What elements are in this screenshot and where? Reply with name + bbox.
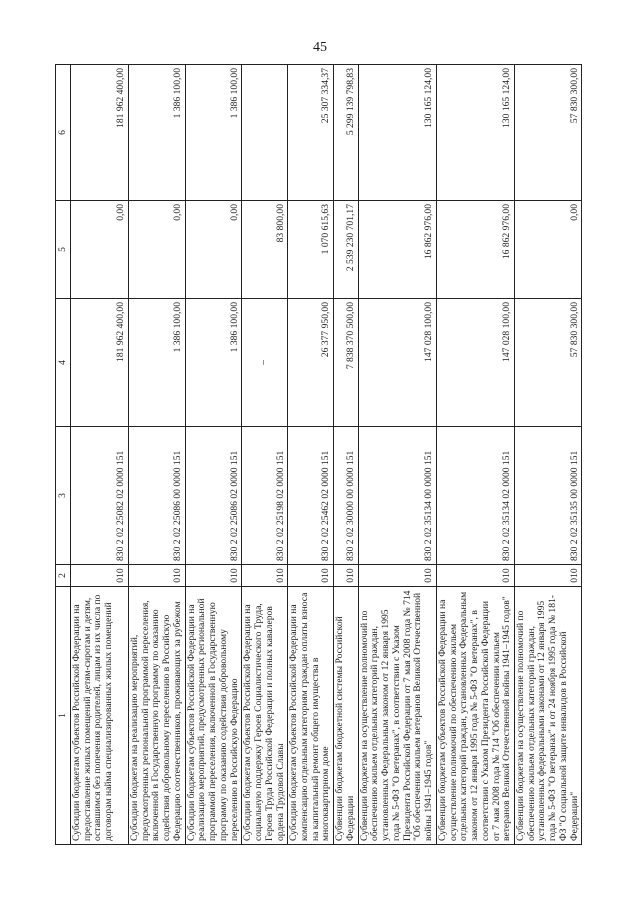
row-col4: 1 386 100,00 — [129, 299, 186, 427]
row-col4: 57 830 300,00 — [514, 299, 581, 427]
table-row — [358, 65, 436, 845]
row-col4: 147 028 100,00 — [358, 299, 436, 427]
row-line-code: 010 — [334, 565, 358, 587]
header-cell: 6 — [56, 65, 71, 201]
row-classification: 830 2 02 30000 00 0000 151 — [334, 427, 358, 565]
table-row — [71, 65, 129, 845]
row-col5: 0,00 — [514, 201, 581, 299]
row-line-code: 010 — [288, 565, 334, 587]
row-col6: 130 165 124,00 — [358, 65, 436, 201]
row-col4: – — [242, 299, 288, 427]
row-line-code: 010 — [358, 565, 436, 587]
row-line-code: 010 — [242, 565, 288, 587]
rotated-table-container — [55, 65, 580, 845]
row-line-code: 010 — [514, 565, 581, 587]
row-classification: 830 2 02 25086 00 0000 151 — [129, 427, 186, 565]
row-classification: 830 2 02 35135 00 0000 151 — [514, 427, 581, 565]
row-col5: 0,00 — [71, 201, 129, 299]
row-col6 — [242, 65, 288, 201]
row-line-code: 010 — [185, 565, 242, 587]
header-cell: 3 — [56, 427, 71, 565]
budget-table — [55, 64, 582, 845]
row-name: Субвенции бюджетам бюджетной системы Российской Федерации — [334, 587, 358, 845]
row-col4: 1 386 100,00 — [185, 299, 242, 427]
row-col6: 5 299 139 798,83 — [334, 65, 358, 201]
row-name: Субсидии бюджетам субъектов Российской Федерации на предоставление жилых помещений детям-сиротам и детям, оставшимся без попечения родителей, лицам из их числа по договорам найма специализированных жилых помещений — [71, 587, 129, 845]
row-name: Субвенции бюджетам на осуществление полномочий по обеспечению жильем отдельных категорий граждан, установленных федеральными законами от 12 января 1995 года № 5-ФЗ "О ветеранах" и от 24 ноября 1995 года № 181-ФЗ "О социальной защите инвалидов в Российской Федерации" — [514, 587, 581, 845]
row-col5: 1 070 615,63 — [288, 201, 334, 299]
row-name: Субсидии бюджетам субъектов Российской Федерации на компенсацию отдельным категориям граждан оплаты взноса на капитальный ремонт общего имущества в многоквартирном доме — [288, 587, 334, 845]
row-col4: 181 962 400,00 — [71, 299, 129, 427]
row-col5: 16 862 976,00 — [358, 201, 436, 299]
row-col4: 26 377 950,00 — [288, 299, 334, 427]
header-cell: 1 — [56, 587, 71, 845]
table-row — [334, 65, 358, 845]
row-classification: 830 2 02 25082 02 0000 151 — [71, 427, 129, 565]
table-row — [436, 65, 514, 845]
row-col4: 147 028 100,00 — [436, 299, 514, 427]
rotated-table-frame — [55, 65, 580, 845]
row-col5: 0,00 — [185, 201, 242, 299]
header-cell: 2 — [56, 565, 71, 587]
row-col5: 0,00 — [129, 201, 186, 299]
row-col6: 1 386 100,00 — [129, 65, 186, 201]
row-line-code: 010 — [436, 565, 514, 587]
header-cell: 5 — [56, 201, 71, 299]
row-classification: 830 2 02 25086 02 0000 151 — [185, 427, 242, 565]
table-row — [242, 65, 288, 845]
row-line-code: 010 — [71, 565, 129, 587]
table-row — [185, 65, 242, 845]
table-row — [514, 65, 581, 845]
row-col5: 83 800,00 — [242, 201, 288, 299]
table-header-row — [56, 65, 71, 845]
row-line-code: 010 — [129, 565, 186, 587]
table-row — [129, 65, 186, 845]
row-name: Субсидии бюджетам субъектов Российской Федерации на социальную поддержку Героев Социалистического Труда, Героев Труда Российской Федерации и полных кавалеров ордена Трудовой Славы — [242, 587, 288, 845]
page-number: 45 — [313, 40, 327, 55]
row-col4: 7 838 370 500,00 — [334, 299, 358, 427]
row-name: Субвенции бюджетам на осуществление полномочий по обеспечению жильем отдельных категорий граждан, установленных Федеральным законом от 12 января 1995 года № 5-ФЗ "О ветеранах", в соответствии с Указом Президента Российской Федерации от 7 мая 2008 года № 714 "Об обеспечении жильем ветеранов Великой Отечественной войны 1941–1945 годов" — [358, 587, 436, 845]
row-name: Субсидии бюджетам на реализацию мероприятий, предусмотренных региональной программой переселения, включенной в Государственную программу по оказанию содействия добровольному переселению в Российскую Федерацию соотечественников, проживающих за рубежом — [129, 587, 186, 845]
row-col6: 130 165 124,00 — [436, 65, 514, 201]
row-name: Субвенции бюджетам субъектов Российской Федерации на осуществление полномочий по обеспечению жильем отдельных категорий граждан, установленных Федеральным законом от 12 января 1995 года № 5-ФЗ "О ветеранах", в соответствии с Указом Президента Российской Федерации от 7 мая 2008 года № 714 "Об обеспечении жильем ветеранов Великой Отечественной войны 1941–1945 годов" — [436, 587, 514, 845]
row-col5: 16 862 976,00 — [436, 201, 514, 299]
row-classification: 830 2 02 35134 02 0000 151 — [436, 427, 514, 565]
row-classification: 830 2 02 35134 00 0000 151 — [358, 427, 436, 565]
row-col5: 2 539 230 701,17 — [334, 201, 358, 299]
header-cell: 4 — [56, 299, 71, 427]
row-col6: 25 307 334,37 — [288, 65, 334, 201]
row-classification: 830 2 02 25198 02 0000 151 — [242, 427, 288, 565]
table-row — [288, 65, 334, 845]
row-col6: 57 830 300,00 — [514, 65, 581, 201]
row-classification: 830 2 02 25462 02 0000 151 — [288, 427, 334, 565]
row-name: Субсидии бюджетам субъектов Российской Федерации на реализацию мероприятий, предусмотренных региональной программой переселения, включенной в Государственную программу по оказанию содействия добровольному переселению в Российскую Федерацию — [185, 587, 242, 845]
row-col6: 1 386 100,00 — [185, 65, 242, 201]
row-col6: 181 962 400,00 — [71, 65, 129, 201]
